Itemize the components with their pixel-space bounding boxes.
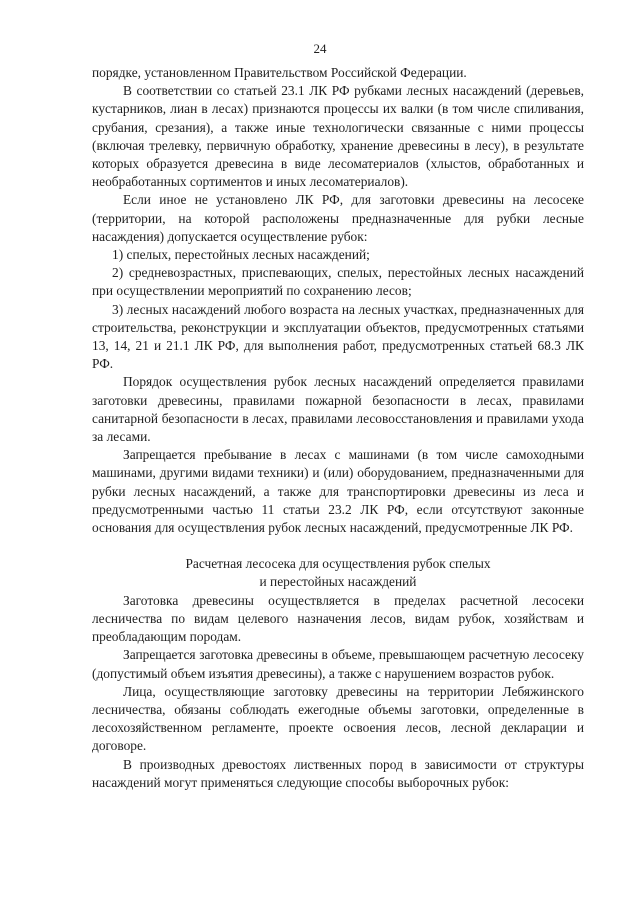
paragraph: Лица, осуществляющие заготовку древесины на территории Лебяжинского лесничества, обязаны соблюдать ежегодные объемы заготовки, определенные в лесохозяйственном регламенте, проекте освоения лесов, лесной декларации и договоре. bbox=[92, 683, 584, 754]
paragraph: Запрещается пребывание в лесах с машинами (в том числе самоходными машинами, другими видами техники) и (или) оборудованием, предназначенными для рубки лесных насаждений, а также для транспортировки древесины из леса и предусмотренными частью 11 статьи 23.2 ЛК РФ, если отсутствуют законные основания для осуществления рубок лесных насаждений, предусмотренные ЛК РФ. bbox=[92, 447, 584, 536]
paragraph: В производных древостоях лиственных пород в зависимости от структуры насаждений могут применяться следующие способы выборочных рубок: bbox=[92, 756, 584, 790]
paragraph: порядке, установленном Правительством Российской Федерации. bbox=[92, 65, 467, 80]
page-number: 24 bbox=[313, 41, 327, 56]
paragraph: Заготовка древесины осуществляется в пределах расчетной лесосеки лесничества по видам целевого назначения лесов, видам рубок, хозяйствам и преобладающим породам. bbox=[92, 592, 584, 645]
section-heading-line: и перестойных насаждений bbox=[259, 574, 417, 590]
section-heading-line: Расчетная лесосека для осуществления рубок спелых bbox=[185, 556, 491, 572]
list-item: 2) средневозрастных, приспевающих, спелых, перестойных лесных насаждений при осуществлении мероприятий по сохранению лесов; bbox=[92, 265, 584, 299]
paragraph: Запрещается заготовка древесины в объеме, превышающем расчетную лесосеку (допустимый объем изъятия древесины), а также с нарушением возрастов рубок. bbox=[92, 647, 584, 681]
list-item: 1) спелых, перестойных лесных насаждений; bbox=[112, 247, 370, 263]
paragraph: В соответствии со статьей 23.1 ЛК РФ рубками лесных насаждений (деревьев, кустарников, лиан в лесах) признаются процессы их валки (в том числе спиливания, срубания, срезания), а также иные технологически связанные с ними процессы (включая трелевку, первичную обработку, хранение древесины в лесу), в результате которых образуется древесина в виде лесоматериалов (хлыстов, обработанных и необработанных сортиментов и иных лесоматериалов). bbox=[92, 83, 584, 190]
section-heading bbox=[92, 555, 584, 591]
body-text bbox=[92, 64, 584, 792]
paragraph: Порядок осуществления рубок лесных насаждений определяется правилами заготовки древесины, правилами пожарной безопасности в лесах, правилами санитарной безопасности в лесах, правилами лесовосстановления и правилами ухода за лесами. bbox=[92, 374, 584, 445]
list-item: 3) лесных насаждений любого возраста на лесных участках, предназначенных для строительства, реконструкции и эксплуатации объектов, предусмотренных статьями 13, 14, 21 и 21.1 ЛК РФ, для выполнения работ, предусмотренных статьей 68.3 ЛК РФ. bbox=[92, 301, 584, 372]
paragraph: Если иное не установлено ЛК РФ, для заготовки древесины на лесосеке (территории, на которой расположены предназначенные для рубки лесные насаждения) допускается осуществление рубок: bbox=[92, 192, 584, 244]
